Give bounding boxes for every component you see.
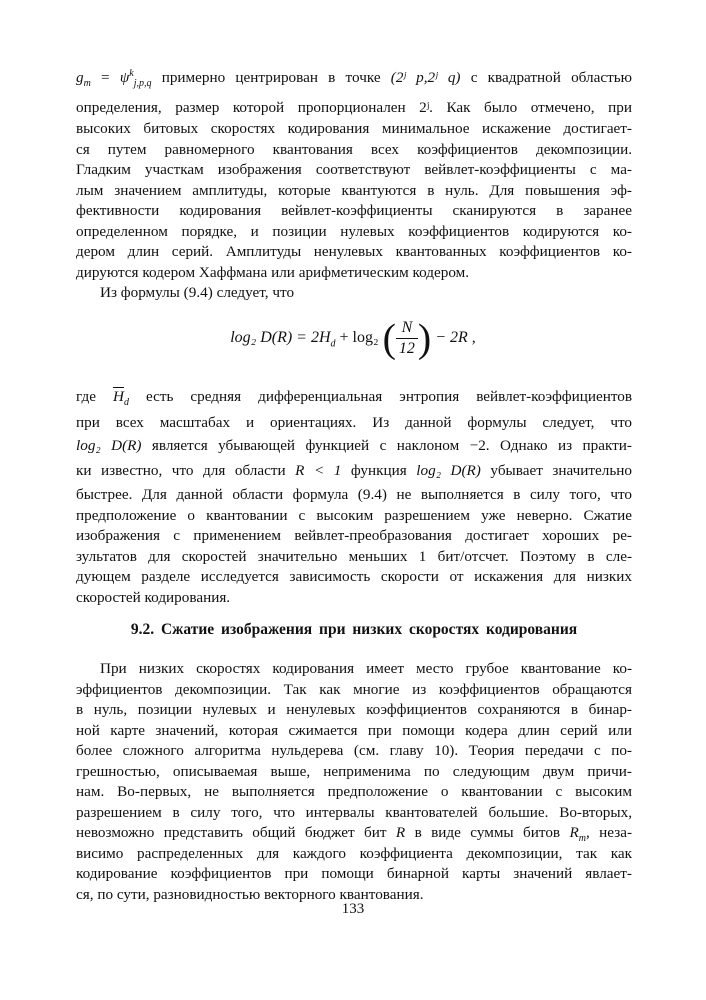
- formula-condition: R < 1: [295, 462, 342, 479]
- text-span: невозможно представить общий бюджет бит: [76, 824, 387, 841]
- paragraph-1-line-9: дером длин серий. Амплитуды ненулевых квантованных коэффициентов ко-: [76, 243, 632, 260]
- paragraph-4-line-7: нам. Во-первых, не выполняется предположение о квантовании с высоким: [76, 783, 632, 800]
- display-formula: log₂ $D(R) = 2H_d + \log_2$ ( $\frac{N}{12}$ ) − 2R ,: [230, 315, 476, 361]
- fraction-numerator: N: [396, 318, 418, 339]
- paragraph-4-line-4: ной карте значений, которая сжимается при помощи кодера длин серий или: [76, 722, 632, 739]
- paragraph-4-line-12: ся, по сути, разновидностью векторного квантования.: [76, 886, 424, 903]
- formula-h: $\overline{H}$: [112, 388, 124, 405]
- paragraph-3-line-3: [76, 436, 632, 457]
- paragraph-4-line-1: При низких скоростях кодирования имеет место грубое квантование ко-: [100, 660, 632, 677]
- paragraph-4-line-5: более сложного алгоритма нульдерева (см. главу 10). Теория передачи с по-: [76, 742, 632, 759]
- paragraph-1-line-7: фективности кодирования вейвлет-коэффициенты сканируются в заранее: [76, 202, 632, 219]
- text-span: есть средняя дифференциальная энтропия вейвлет-коэффициентов: [145, 388, 633, 405]
- paragraph-3-line-1: [76, 387, 632, 408]
- formula-plus-log: + log₂: [335, 329, 379, 347]
- paragraph-3-line-7: изображения с применением вейвлет-преобразования достигает хороших ре-: [76, 527, 632, 544]
- text-span: ки известно, что для области: [76, 462, 286, 479]
- text-span: с квадратной областью: [470, 69, 632, 86]
- paragraph-3-line-4: [76, 461, 632, 482]
- formula-g: g: [76, 69, 84, 86]
- formula-fraction: [396, 318, 418, 359]
- formula-point: (2ʲ p,2ʲ q): [390, 69, 461, 86]
- formula-psi: ψ: [119, 69, 130, 86]
- paragraph-4-line-10: висимо распределенных для каждого коэффициента декомпозиции, так как: [76, 845, 632, 862]
- paragraph-1-line-5: Гладким участкам изображения соответствуют вейвлет-коэффициенты с ма-: [76, 161, 632, 178]
- text-span: примерно центрирован в точке: [161, 69, 381, 86]
- paragraph-1-line-8: определенном порядке, и позиции нулевых коэффициентов кодируются ко-: [76, 223, 632, 240]
- text-span: функция: [350, 462, 407, 479]
- paragraph-3-line-6: предположение о квантовании с высоким разрешением уже неверно. Сжатие: [76, 507, 632, 524]
- paragraph-1-line-2: определения, размер которой пропорционален 2ʲ. Как было отмечено, при: [76, 99, 632, 116]
- formula-r: R: [395, 824, 406, 841]
- paragraph-4-line-2: эффициентов декомпозиции. Так как многие из коэффициентов обращаются: [76, 681, 632, 698]
- section-heading: 9.2. Сжатие изображения при низких скоростях кодирования: [130, 621, 578, 638]
- paragraph-1-line-3: высоких битовых скоростях кодирования минимальное искажение достигает-: [76, 120, 632, 137]
- formula-psi-sup: k: [129, 67, 134, 79]
- paragraph-4-line-6: грешностью, описываемая выше, неприменима по следующим двум причи-: [76, 763, 632, 780]
- text-span: , неза-: [586, 824, 633, 841]
- formula-tail: − 2R ,: [435, 329, 476, 347]
- paragraph-3-line-2: при всех масштабах и ориентациях. Из данной формулы следует, что: [76, 414, 632, 431]
- formula-lhs: log₂ D(R) = 2H: [230, 329, 331, 347]
- paragraph-1-line-10: дируются кодером Хаффмана или арифметическим кодером.: [76, 264, 470, 281]
- paragraph-3-line-9: дующем разделе исследуется зависимость скорости от искажения для низких: [76, 568, 632, 585]
- paragraph-4-line-3: в нуль, позиции нулевых и ненулевых коэффициентов сохраняются в бинар-: [76, 701, 632, 718]
- paragraph-4-line-9: [76, 823, 632, 844]
- formula-g-sub: m: [83, 78, 91, 90]
- formula-logd: log₂ D(R): [76, 437, 142, 454]
- formula-logd: log₂ D(R): [416, 462, 481, 479]
- paragraph-4-line-8: разрешением в силу того, что интервалы квантователей большие. Во-вторых,: [76, 804, 632, 821]
- text-span: в виде суммы битов: [414, 824, 561, 841]
- paragraph-1-line-4: ся путем равномерного квантования всех коэффициентов декомпозиции.: [76, 141, 632, 158]
- paragraph-2-line-1: Из формулы (9.4) следует, что: [100, 284, 295, 301]
- formula-rm-sub: m: [578, 833, 586, 845]
- formula-hd-sub: d: [330, 338, 336, 350]
- text-span: где: [76, 388, 96, 405]
- formula-h-sub: d: [123, 397, 129, 409]
- page-number: 133: [341, 901, 365, 917]
- paragraph-3-line-10: скоростей кодирования.: [76, 589, 231, 606]
- paragraph-1-line-6: лым значением амплитуды, которые квантуются в нуль. Для повышения эф-: [76, 182, 632, 199]
- text-span: убывает значительно: [490, 462, 633, 479]
- paragraph-4-line-11: кодирование коэффициентов при помощи бинарной карты значений явлает-: [76, 865, 632, 882]
- fraction-denominator: 12: [398, 340, 415, 357]
- paragraph-3-line-5: быстрее. Для данной области формула (9.4) не выполняется в силу того, что: [76, 486, 632, 503]
- paragraph-1-line-1: $g_m = \psi^k_{j,p,q}$ примерно центрирован в точке (2ʲ p,2ʲ q) с квадратной областью: [76, 67, 632, 90]
- formula-psi-sub: j,p,q: [133, 78, 152, 90]
- paragraph-3-line-8: зультатов для скоростей значительно меньших 1 бит/отсчет. Поэтому в сле-: [76, 548, 632, 565]
- formula-rm: R: [569, 824, 579, 841]
- text-span: является убывающей функцией с наклоном −2. Однако из практи-: [151, 437, 632, 454]
